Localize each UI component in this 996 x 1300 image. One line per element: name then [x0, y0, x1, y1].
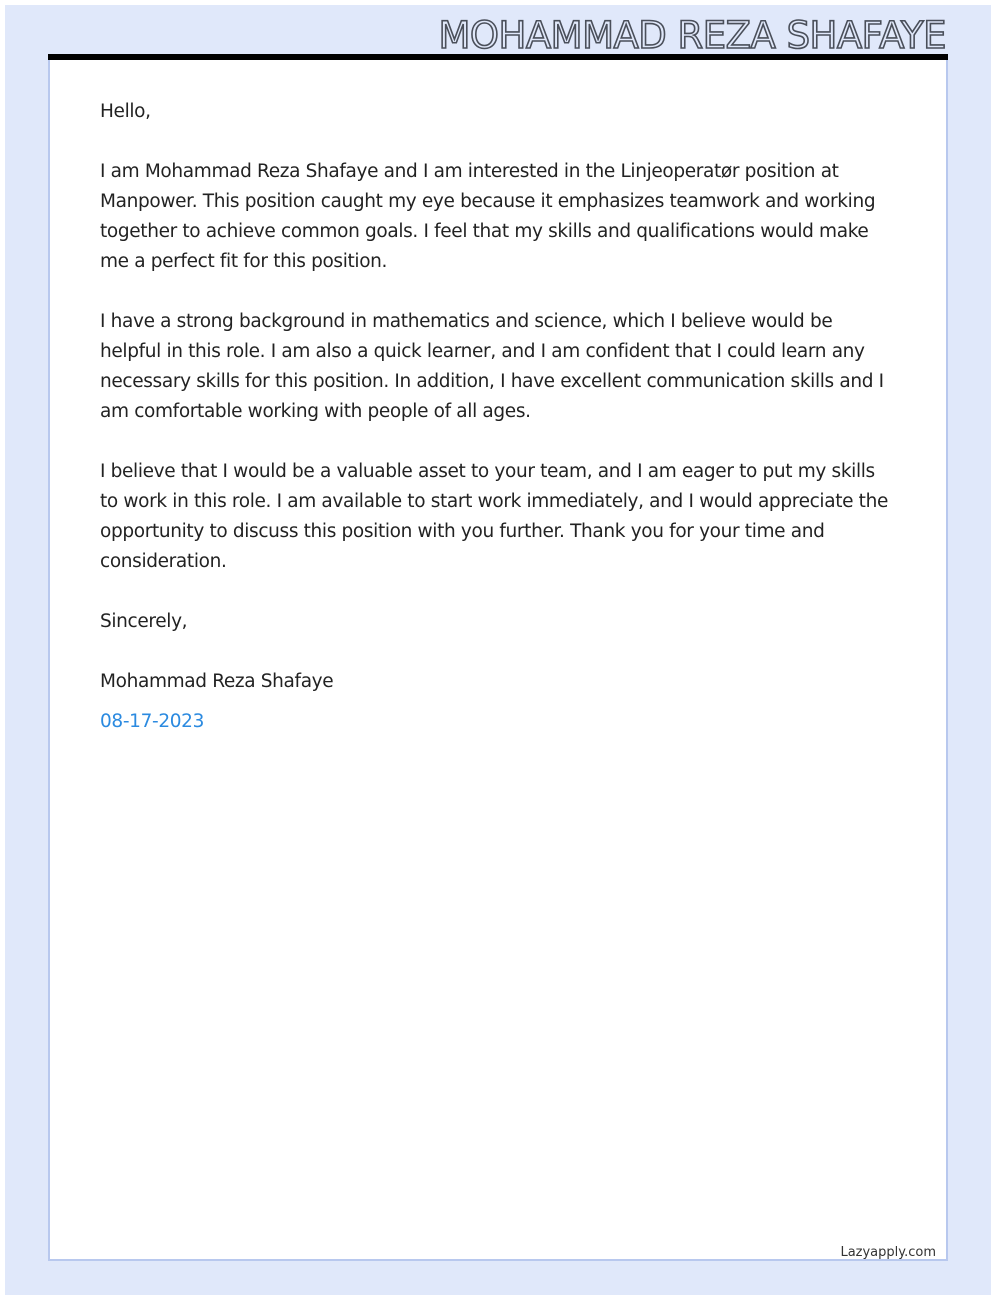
letter-closing: Sincerely, [100, 611, 188, 632]
footer-brand: Lazyapply.com [840, 1245, 936, 1260]
letter-paragraph-1: I am Mohammad Reza Shafaye and I am interested in the Linjeoperatør position at Manpower. This position caught my eye because it emphasizes teamwork and working together to achieve common goals. I feel that my skills and qualifications would make me a perfect fit for this position. [100, 161, 876, 272]
applicant-name-title: MOHAMMAD REZA SHAFAYE [438, 14, 946, 57]
letter-greeting: Hello, [100, 101, 151, 122]
letter-date: 08-17-2023 [100, 711, 205, 732]
letter-paragraph-3: I believe that I would be a valuable asset to your team, and I am eager to put my skills to work in this role. I am available to start work immediately, and I would appreciate the opportunity to discuss this position with you further. Thank you for your time and consideration. [100, 461, 888, 572]
letter-signature: Mohammad Reza Shafaye [100, 671, 334, 692]
letter-paragraph-2: I have a strong background in mathematics and science, which I believe would be helpful in this role. I am also a quick learner, and I am confident that I could learn any necessary skills for this position. In addition, I have excellent communication skills and I am comfortable working with people of all ages. [100, 311, 884, 422]
cover-letter-body [100, 97, 895, 767]
